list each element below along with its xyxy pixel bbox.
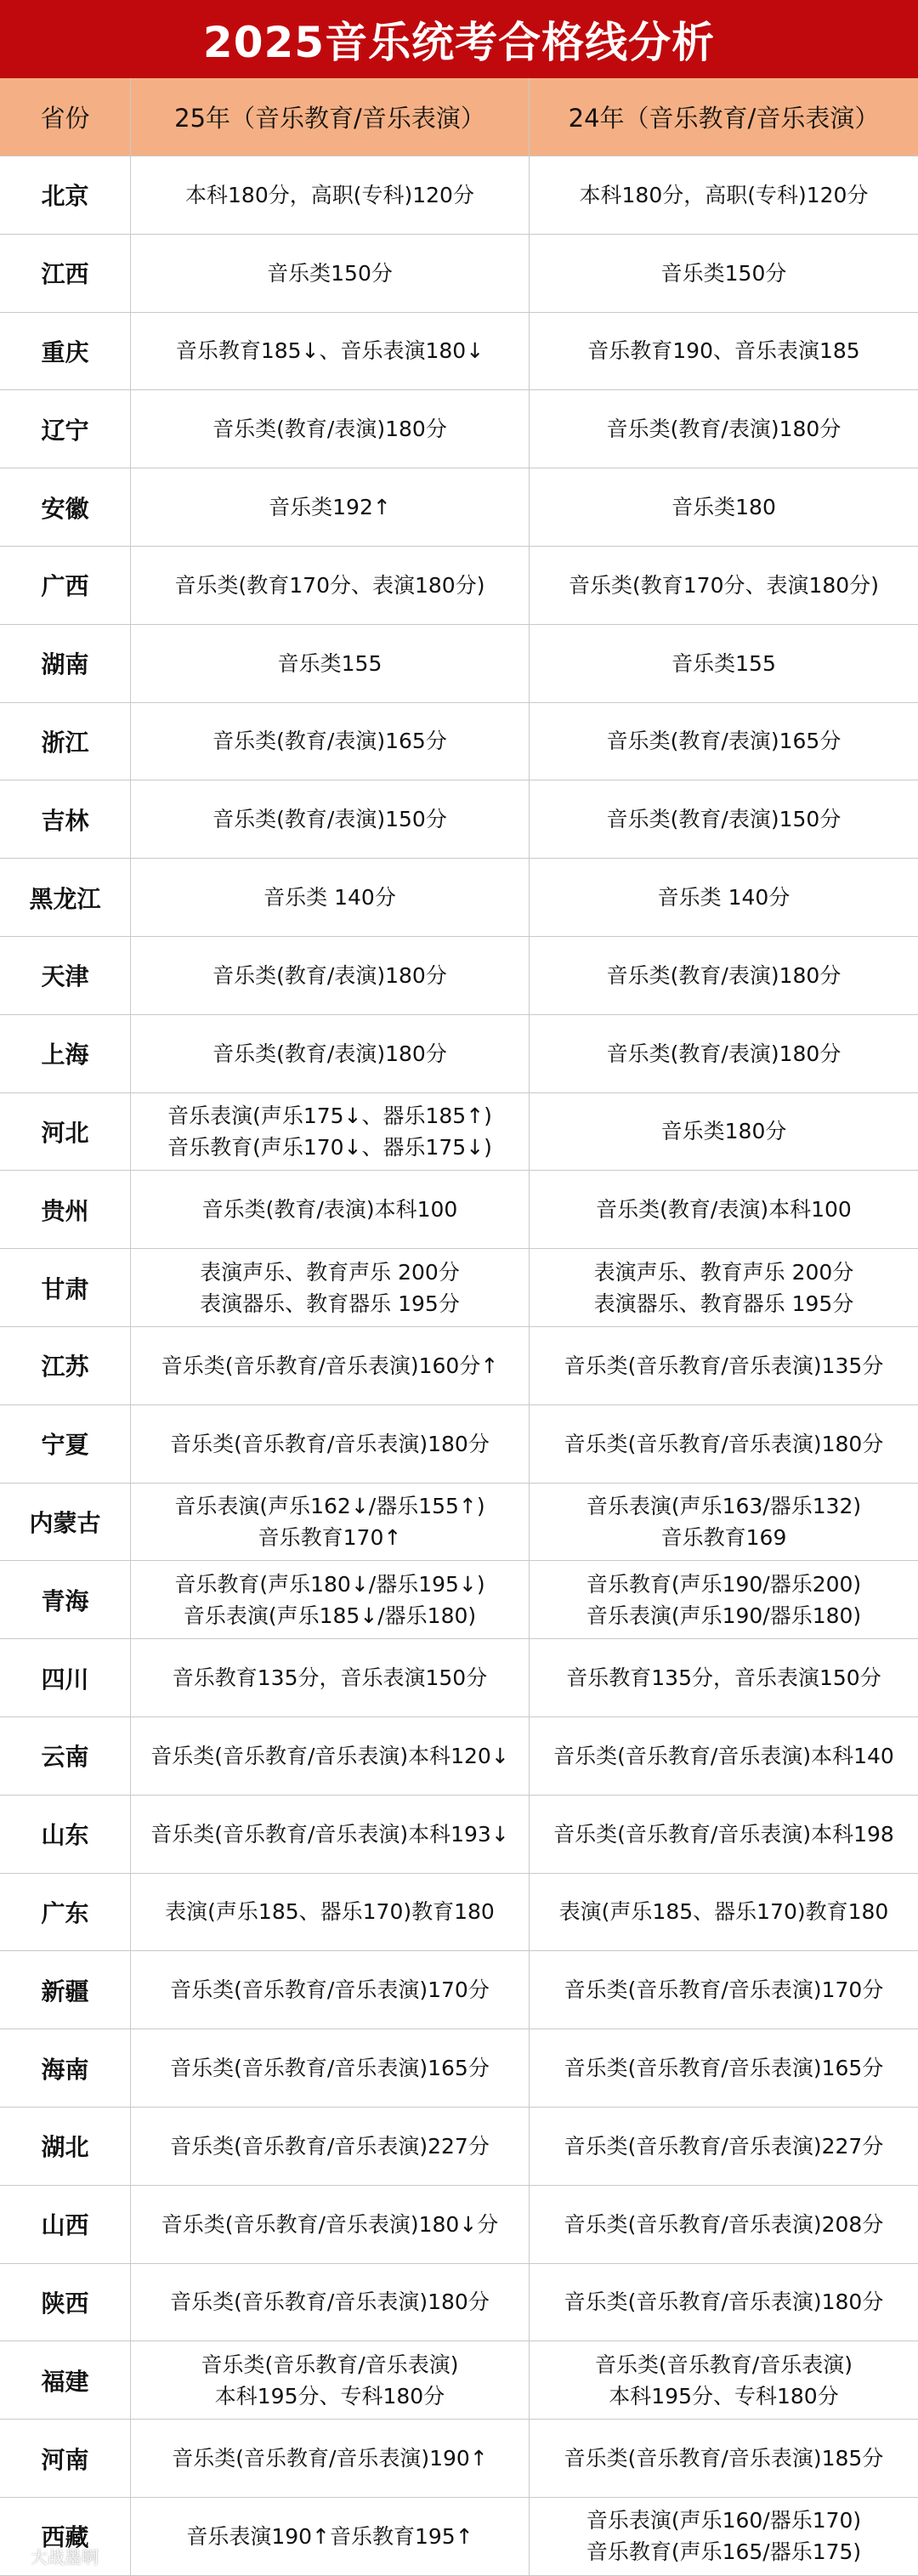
province-cell: 广东 — [0, 1874, 131, 1951]
score-line: 音乐类(音乐教育/音乐表演)本科140 — [553, 1743, 894, 1768]
score-line: 音乐类(音乐教育/音乐表演)170分 — [170, 1977, 490, 2003]
score-2024-cell — [530, 2108, 918, 2185]
score-2025-cell — [131, 2420, 530, 2497]
province-cell: 宁夏 — [0, 1405, 131, 1483]
table-row — [0, 1717, 918, 1796]
score-line: 音乐类(教育/表演)165分 — [606, 729, 842, 754]
score-line: 音乐类(音乐教育/音乐表演)185分 — [564, 2446, 884, 2471]
table-row — [0, 2420, 918, 2498]
province-cell: 江苏 — [0, 1327, 131, 1404]
score-line: 音乐类 140分 — [264, 885, 396, 911]
province-cell: 北京 — [0, 156, 131, 234]
score-line: 音乐类180分 — [660, 1119, 787, 1144]
score-2024-cell — [530, 390, 918, 468]
score-line: 音乐类(音乐教育/音乐表演)180分 — [564, 2289, 884, 2315]
score-line: 音乐表演(声乐160/器乐170) — [586, 2508, 862, 2533]
table-row — [0, 235, 918, 313]
score-line: 音乐类(音乐教育/音乐表演)180↓分 — [161, 2211, 499, 2237]
score-line: 音乐类(教育/表演)180分 — [212, 417, 447, 442]
table-row — [0, 1171, 918, 1249]
score-line: 音乐类(音乐教育/音乐表演) — [595, 2352, 853, 2377]
score-line: 音乐类(教育/表演)165分 — [212, 729, 447, 754]
score-2025-cell — [131, 1405, 530, 1483]
table-row — [0, 1484, 918, 1562]
score-line: 音乐类(音乐教育/音乐表演)180分 — [170, 2289, 490, 2315]
province-cell: 河南 — [0, 2420, 131, 2497]
table-row — [0, 2341, 918, 2420]
score-2025-cell — [131, 1561, 530, 1638]
score-line: 音乐教育185↓、音乐表演180↓ — [175, 338, 484, 364]
score-2024-cell — [530, 1015, 918, 1092]
province-cell: 新疆 — [0, 1951, 131, 2028]
score-line: 音乐类155 — [277, 650, 382, 676]
score-2025-cell — [131, 156, 530, 234]
score-2025-cell — [131, 2264, 530, 2341]
province-cell: 云南 — [0, 1717, 131, 1795]
table-row — [0, 2186, 918, 2264]
score-line: 音乐表演190↑音乐教育195↑ — [186, 2523, 473, 2549]
score-2024-cell — [530, 859, 918, 936]
score-line: 音乐类 140分 — [657, 885, 790, 911]
score-2025-cell — [131, 2108, 530, 2185]
page-title: 2025音乐统考合格线分析 — [202, 18, 716, 67]
score-line: 音乐类(教育/表演)180分 — [606, 417, 842, 442]
table-row — [0, 2108, 918, 2186]
score-2025-cell — [131, 859, 530, 936]
score-line: 音乐教育170↑ — [258, 1524, 402, 1550]
score-line: 音乐教育(声乐170↓、器乐175↓) — [167, 1134, 492, 1160]
table-row — [0, 390, 918, 468]
score-2024-cell — [530, 2341, 918, 2419]
score-2024-cell — [530, 937, 918, 1014]
province-cell: 河北 — [0, 1093, 131, 1171]
table-row — [0, 1093, 918, 1172]
score-line: 音乐类(音乐教育/音乐表演)本科193↓ — [150, 1821, 509, 1847]
table-row — [0, 156, 918, 235]
table-row — [0, 313, 918, 391]
table-row — [0, 937, 918, 1015]
score-2025-cell — [131, 1327, 530, 1404]
province-cell: 青海 — [0, 1561, 131, 1638]
score-2024-cell — [530, 1874, 918, 1951]
header-2024: 24年（音乐教育/音乐表演） — [568, 104, 880, 133]
score-2024-cell — [530, 703, 918, 780]
score-line: 表演(声乐185、器乐170)教育180 — [558, 1899, 889, 1925]
score-2025-cell — [131, 703, 530, 780]
score-line: 表演(声乐185、器乐170)教育180 — [165, 1899, 495, 1925]
score-2025-cell — [131, 2498, 530, 2575]
score-2025-cell — [131, 313, 530, 390]
score-line: 音乐教育169 — [660, 1524, 787, 1550]
score-line: 音乐类(音乐教育/音乐表演)170分 — [564, 1977, 884, 2003]
score-2024-cell — [530, 1951, 918, 2028]
score-line: 音乐表演(声乐190/器乐180) — [586, 1603, 862, 1628]
score-line: 音乐类(教育/表演)180分 — [212, 1041, 447, 1066]
score-2024-cell — [530, 1171, 918, 1248]
province-cell: 山西 — [0, 2186, 131, 2263]
score-line: 本科195分、专科180分 — [609, 2383, 839, 2409]
score-2025-cell — [131, 1015, 530, 1092]
table-row — [0, 859, 918, 937]
title-bar — [0, 0, 918, 78]
score-line: 音乐类(音乐教育/音乐表演)135分 — [564, 1353, 884, 1378]
score-line: 音乐类(教育/表演)180分 — [212, 962, 447, 988]
table-row — [0, 1249, 918, 1327]
table-row — [0, 1951, 918, 2029]
score-line: 音乐教育135分，音乐表演150分 — [566, 1665, 881, 1691]
score-2025-cell — [131, 1951, 530, 2028]
score-2025-cell — [131, 1717, 530, 1795]
score-line: 音乐表演(声乐185↓/器乐180) — [183, 1603, 477, 1628]
province-cell: 重庆 — [0, 313, 131, 390]
score-2025-cell — [131, 625, 530, 702]
province-cell: 辽宁 — [0, 390, 131, 468]
province-cell: 内蒙古 — [0, 1484, 131, 1561]
score-line: 音乐类(教育/表演)150分 — [212, 807, 447, 832]
score-2025-cell — [131, 1249, 530, 1326]
score-2025-cell — [131, 937, 530, 1014]
score-2024-cell — [530, 1484, 918, 1561]
score-2024-cell — [530, 468, 918, 546]
table-row — [0, 547, 918, 625]
score-line: 音乐类(音乐教育/音乐表演) — [201, 2352, 459, 2377]
score-line: 表演声乐、教育声乐 200分 — [593, 1259, 854, 1285]
province-cell: 吉林 — [0, 780, 131, 858]
table-body — [0, 156, 918, 2576]
table-row — [0, 780, 918, 859]
score-2025-cell — [131, 2341, 530, 2419]
score-2025-cell — [131, 235, 530, 312]
province-cell: 西藏 — [0, 2498, 131, 2575]
table-row — [0, 1015, 918, 1093]
score-line: 本科180分，高职(专科)120分 — [185, 182, 474, 207]
score-2024-cell — [530, 1249, 918, 1326]
score-line: 音乐类(音乐教育/音乐表演)227分 — [170, 2133, 490, 2159]
score-2025-cell — [131, 1484, 530, 1561]
score-2024-cell — [530, 2029, 918, 2107]
score-2024-cell — [530, 2498, 918, 2575]
score-2024-cell — [530, 156, 918, 234]
score-line: 表演器乐、教育器乐 195分 — [593, 1291, 854, 1316]
score-2025-cell — [131, 468, 530, 546]
province-cell: 福建 — [0, 2341, 131, 2419]
table-row — [0, 703, 918, 781]
province-cell: 湖北 — [0, 2108, 131, 2185]
table-row — [0, 1327, 918, 1405]
score-2024-cell — [530, 1405, 918, 1483]
score-line: 表演声乐、教育声乐 200分 — [200, 1259, 460, 1285]
score-line: 音乐教育(声乐190/器乐200) — [586, 1571, 862, 1597]
score-2025-cell — [131, 1874, 530, 1951]
province-cell: 安徽 — [0, 468, 131, 546]
header-2025: 25年（音乐教育/音乐表演） — [131, 78, 530, 156]
score-line: 音乐类(音乐教育/音乐表演)190↑ — [172, 2446, 488, 2471]
table-row — [0, 468, 918, 547]
score-2024-cell — [530, 2186, 918, 2263]
score-2025-cell — [131, 780, 530, 858]
score-2024-cell — [530, 313, 918, 390]
score-2024-cell — [530, 1561, 918, 1638]
table-row — [0, 1561, 918, 1639]
score-2024-cell — [530, 235, 918, 312]
score-2024-cell — [530, 1796, 918, 1873]
score-2024-cell — [530, 2420, 918, 2497]
score-line: 音乐类(教育/表演)本科100 — [596, 1197, 852, 1223]
score-2024-cell — [530, 2264, 918, 2341]
score-line: 音乐类(音乐教育/音乐表演)208分 — [564, 2211, 884, 2237]
header-province: 省份 — [0, 78, 131, 156]
score-line: 音乐表演(声乐163/器乐132) — [586, 1493, 862, 1518]
score-2025-cell — [131, 1093, 530, 1171]
score-line: 音乐类(教育170分、表演180分) — [174, 572, 485, 598]
table-row — [0, 1874, 918, 1952]
score-line: 音乐类(音乐教育/音乐表演)180分 — [170, 1431, 490, 1456]
score-line: 音乐表演(声乐175↓、器乐185↑) — [167, 1103, 492, 1128]
score-line: 音乐类(音乐教育/音乐表演)160分↑ — [161, 1353, 499, 1378]
score-line: 音乐类(音乐教育/音乐表演)180分 — [564, 1431, 884, 1456]
table-row — [0, 2498, 918, 2576]
table-row — [0, 2264, 918, 2342]
score-2024-cell — [530, 1093, 918, 1171]
table-row — [0, 2029, 918, 2108]
score-2024-cell — [530, 625, 918, 702]
score-line: 音乐教育(声乐165/器乐175) — [586, 2539, 862, 2565]
province-cell: 黑龙江 — [0, 859, 131, 936]
score-2025-cell — [131, 1796, 530, 1873]
score-line: 音乐教育135分，音乐表演150分 — [172, 1665, 488, 1691]
score-2025-cell — [131, 1171, 530, 1248]
table-row — [0, 1405, 918, 1484]
score-line: 音乐类(音乐教育/音乐表演)本科120↓ — [150, 1743, 509, 1768]
province-cell: 广西 — [0, 547, 131, 624]
score-line: 音乐类(音乐教育/音乐表演)227分 — [564, 2133, 884, 2159]
table-row — [0, 1639, 918, 1717]
province-cell: 海南 — [0, 2029, 131, 2107]
score-2024-cell — [530, 1717, 918, 1795]
score-line: 音乐类(音乐教育/音乐表演)165分 — [170, 2056, 490, 2081]
score-line: 音乐类(音乐教育/音乐表演)165分 — [564, 2056, 884, 2081]
weibo-icon — [7, 2547, 26, 2566]
score-line: 音乐类192↑ — [269, 495, 391, 520]
score-2024-cell — [530, 1639, 918, 1716]
score-line: 音乐类(教育/表演)180分 — [606, 962, 842, 988]
table-row — [0, 625, 918, 703]
province-cell: 甘肃 — [0, 1249, 131, 1326]
score-line: 音乐类(音乐教育/音乐表演)本科198 — [553, 1821, 894, 1847]
province-cell: 天津 — [0, 937, 131, 1014]
score-line: 本科195分、专科180分 — [214, 2383, 445, 2409]
score-2024-cell — [530, 1327, 918, 1404]
score-line: 音乐类150分 — [267, 260, 393, 286]
province-cell: 上海 — [0, 1015, 131, 1092]
province-cell: 四川 — [0, 1639, 131, 1716]
score-line: 音乐类180 — [672, 495, 776, 520]
score-line: 音乐类(教育/表演)180分 — [606, 1041, 842, 1066]
province-cell: 贵州 — [0, 1171, 131, 1248]
score-line: 音乐类(教育/表演)150分 — [606, 807, 842, 832]
score-2024-cell — [530, 780, 918, 858]
province-cell: 浙江 — [0, 703, 131, 780]
score-line: 音乐表演(声乐162↓/器乐155↑) — [174, 1493, 485, 1518]
score-2025-cell — [131, 2029, 530, 2107]
score-line: 音乐类(教育/表演)本科100 — [201, 1197, 458, 1223]
score-line: 音乐教育190、音乐表演185 — [587, 338, 860, 364]
score-2024-cell — [530, 547, 918, 624]
table-header — [0, 78, 918, 156]
watermark-text: 大战墨啊 — [31, 2547, 99, 2567]
province-cell: 湖南 — [0, 625, 131, 702]
score-2025-cell — [131, 547, 530, 624]
watermark — [7, 2544, 99, 2568]
score-2025-cell — [131, 2186, 530, 2263]
score-line: 表演器乐、教育器乐 195分 — [200, 1291, 460, 1316]
score-line: 音乐类155 — [672, 650, 776, 676]
province-cell: 陕西 — [0, 2264, 131, 2341]
score-line: 音乐类(教育170分、表演180分) — [569, 572, 879, 598]
score-2025-cell — [131, 390, 530, 468]
score-line: 本科180分，高职(专科)120分 — [579, 182, 869, 207]
score-line: 音乐类150分 — [660, 260, 787, 286]
score-2025-cell — [131, 1639, 530, 1716]
province-cell: 山东 — [0, 1796, 131, 1873]
score-line: 音乐教育(声乐180↓/器乐195↓) — [174, 1571, 485, 1597]
table-row — [0, 1796, 918, 1874]
province-cell: 江西 — [0, 235, 131, 312]
